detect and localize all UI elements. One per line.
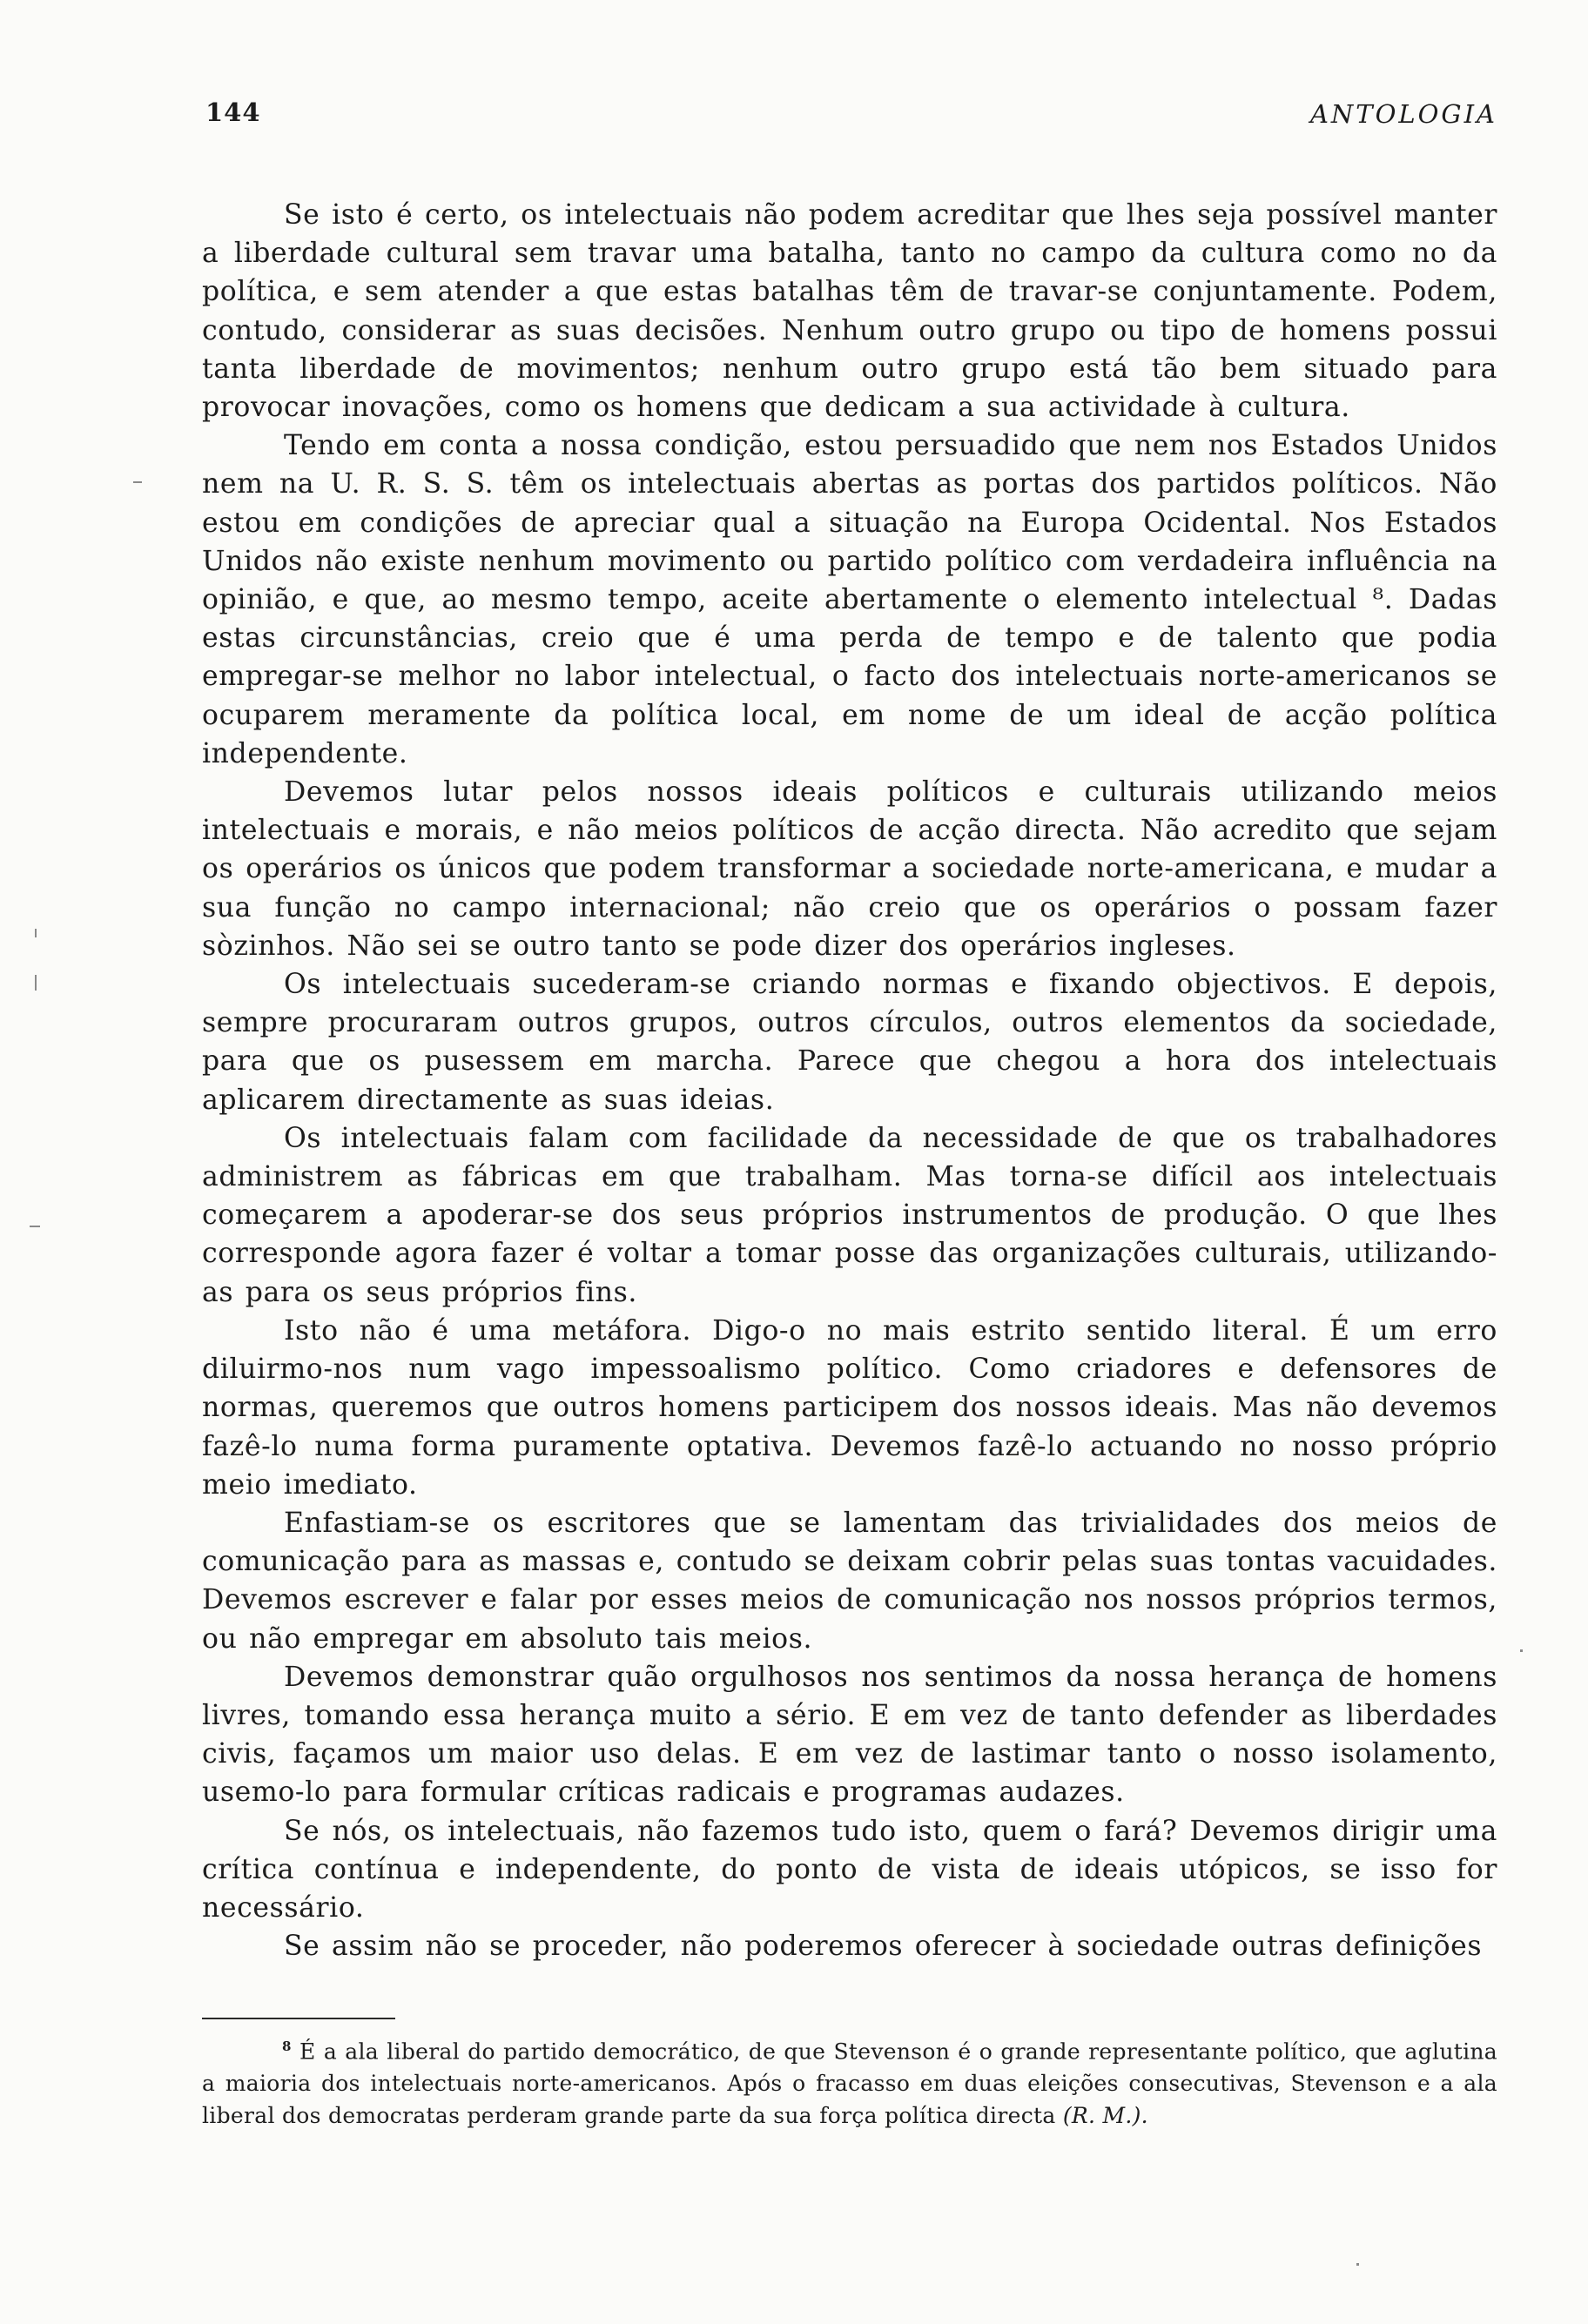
body-text bbox=[202, 196, 1497, 1965]
running-title: ANTOLOGIA bbox=[1309, 99, 1497, 129]
margin-mark bbox=[1356, 2263, 1359, 2266]
page-header bbox=[205, 97, 1497, 141]
paragraph: Devemos lutar pelos nossos ideais políticos e culturais utilizando meios intelectuais e morais, e não meios políticos de acção directa. Não acredito que sejam os operários os únicos que podem transformar a sociedade norte-americana, e mudar a sua função no campo internacional; não creio que os operários o possam fazer sòzinhos. Não sei se outro tanto se pode dizer dos operários ingleses. bbox=[202, 776, 1497, 962]
paragraph: Tendo em conta a nossa condição, estou persuadido que nem nos Estados Unidos nem na U. R. S. S. têm os intelectuais abertas as portas dos partidos políticos. Não estou em condições de apreciar qual a situação na Europa Ocidental. Nos Estados Unidos não existe nenhum movimento ou partido político com verdadeira influência na opinião, e que, ao mesmo tempo, aceite abertamente o elemento intelectual ⁸. Dadas estas circunstâncias, creio que é uma perda de tempo e de talento que podia empregar-se melhor no labor intelectual, o facto dos intelectuais norte-americanos se ocuparem meramente da política local, em nome de um ideal de acção política independente. bbox=[202, 430, 1497, 769]
margin-mark bbox=[30, 1226, 40, 1227]
margin-mark bbox=[133, 481, 142, 483]
paragraph: Se assim não se proceder, não poderemos oferecer à sociedade outras definições bbox=[284, 1931, 1483, 1963]
paragraph: Devemos demonstrar quão orgulhosos nos sentimos da nossa herança de homens livres, tomando essa herança muito a sério. E em vez de tanto defender as liberdades civis, façamos um maior uso delas. E em vez de lastimar tanto o nosso isolamento, usemo-lo para formular críticas radicais e programas audazes. bbox=[202, 1661, 1497, 1809]
margin-mark bbox=[35, 929, 37, 937]
footnote-text: É a ala liberal do partido democrático, de que Stevenson é o grande representante político, que aglutina a maioria dos intelectuais norte-americanos. Após o fracasso em duas eleições consecutivas, Stevenson e a ala liberal dos democratas perderam grande parte da sua força política directa bbox=[202, 2039, 1497, 2129]
paragraph: Os intelectuais sucederam-se criando normas e fixando objectivos. E depois, sempre procuraram outros grupos, outros círculos, outros elementos da sociedade, para que os pusessem em marcha. Parece que chegou a hora dos intelectuais aplicarem directamente as suas ideias. bbox=[202, 969, 1497, 1116]
margin-mark bbox=[35, 975, 37, 991]
paragraph: Isto não é uma metáfora. Digo-o no mais estrito sentido literal. É um erro diluirmo-nos num vago impessoalismo político. Como criadores e defensores de normas, queremos que outros homens participem dos nossos ideais. Mas não devemos fazê-lo numa forma puramente optativa. Devemos fazê-lo actuando no nosso próprio meio imediato. bbox=[202, 1314, 1497, 1501]
footnote-mark: 8 bbox=[282, 2039, 292, 2054]
footnote bbox=[202, 2031, 1497, 2132]
page-number: 144 bbox=[205, 97, 261, 127]
margin-mark bbox=[1520, 1649, 1523, 1652]
footnote-rule bbox=[202, 2018, 395, 2019]
paragraph: Enfastiam-se os escritores que se lamentam das trivialidades dos meios de comunicação para as massas e, contudo se deixam cobrir pelas suas tontas vacuidades. Devemos escrever e falar por esses meios de comunicação nos nossos próprios termos, ou não empregar em absoluto tais meios. bbox=[202, 1507, 1497, 1655]
paragraph: Se isto é certo, os intelectuais não podem acreditar que lhes seja possível manter a liberdade cultural sem travar uma batalha, tanto no campo da cultura como no da política, e sem atender a que estas batalhas têm de travar-se conjuntamente. Podem, contudo, considerar as suas decisões. Nenhum outro grupo ou tipo de homens possui tanta liberdade de movimentos; nenhum outro grupo está tão bem situado para provocar inovações, como os homens que dedicam a sua actividade à cultura. bbox=[202, 199, 1497, 424]
paragraph: Os intelectuais falam com facilidade da necessidade de que os trabalhadores administrem as fábricas em que trabalham. Mas torna-se difícil aos intelectuais começarem a apoderar-se dos seus próprios instrumentos de produção. O que lhes corresponde agora fazer é voltar a tomar posse das organizações culturais, utilizando-as para os seus próprios fins. bbox=[202, 1122, 1497, 1308]
paragraph: Se nós, os intelectuais, não fazemos tudo isto, quem o fará? Devemos dirigir uma crítica contínua e independente, do ponto de vista de ideais utópicos, se isso for necessário. bbox=[202, 1815, 1497, 1924]
footnote-credit: (R. M.). bbox=[1062, 2103, 1148, 2129]
